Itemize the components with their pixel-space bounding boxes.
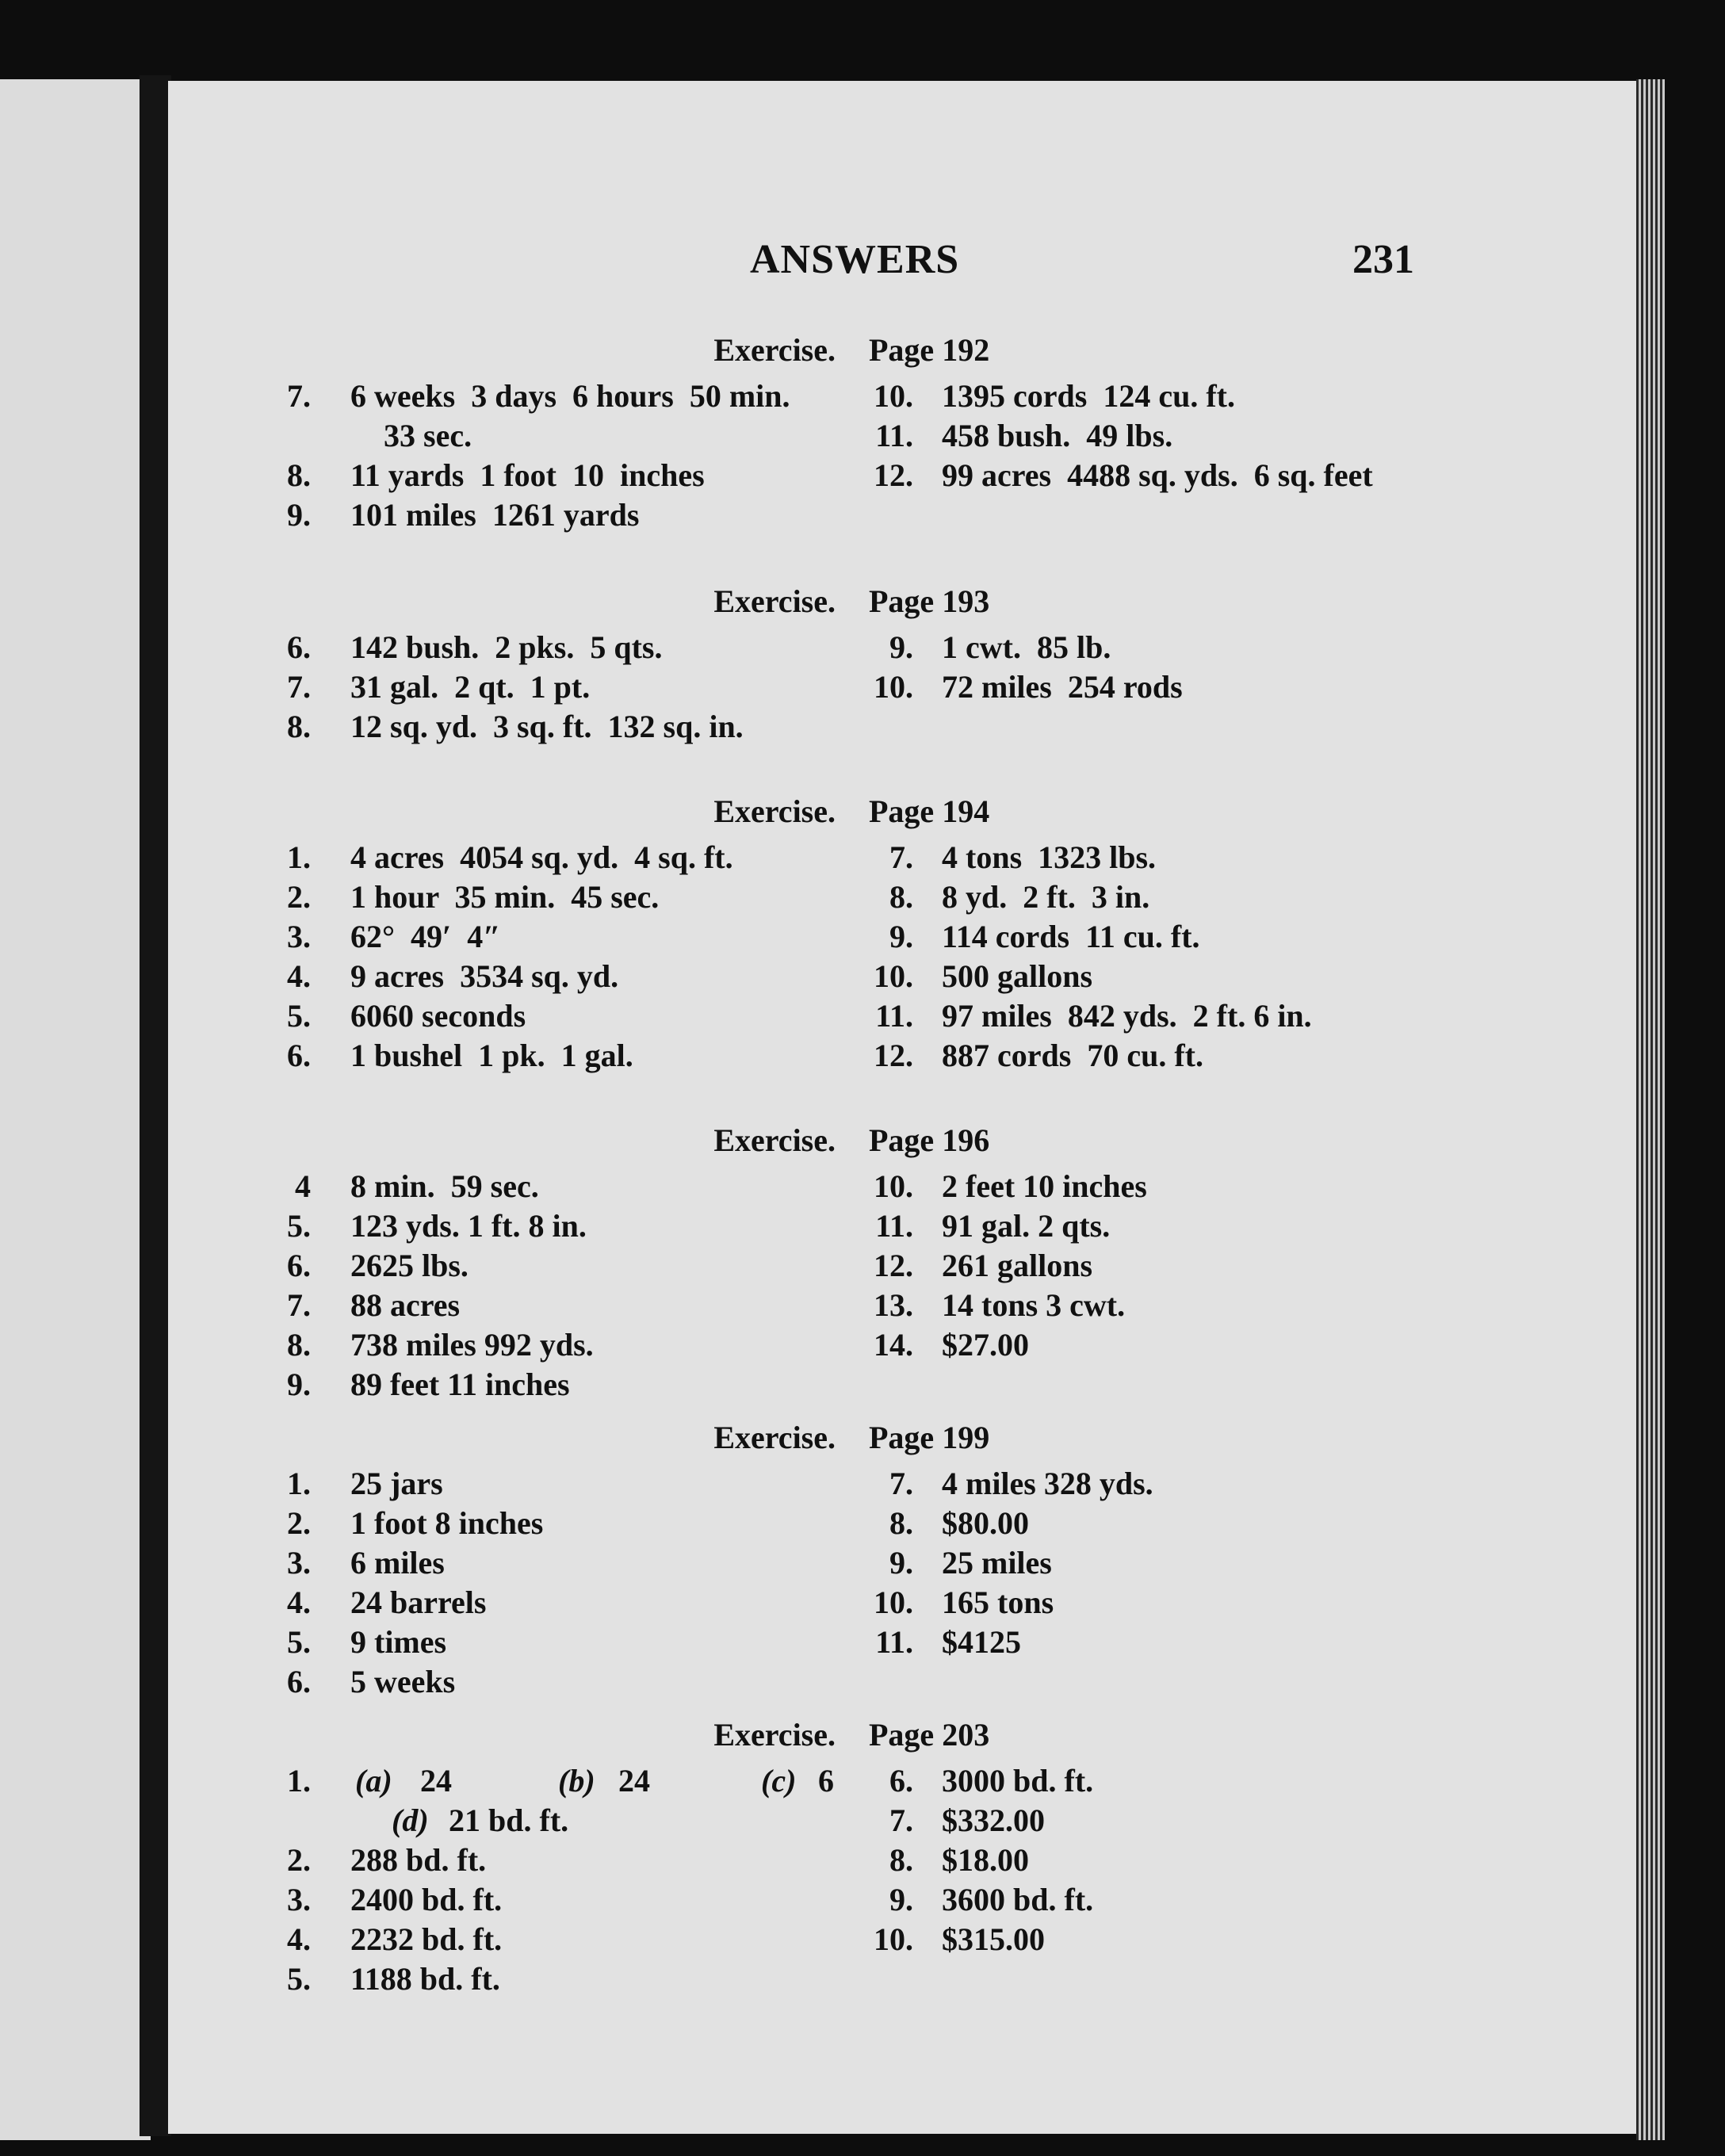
answer-text: 5 weeks	[350, 1664, 456, 1699]
answer-text: 458 bush. 49 lbs.	[942, 418, 1173, 453]
answer-text: 887 cords 70 cu. ft.	[942, 1038, 1203, 1073]
answer-number: 6.	[889, 1763, 913, 1799]
answer-text: 12 sq. yd. 3 sq. ft. 132 sq. in.	[350, 709, 744, 744]
answer-text: 114 cords 11 cu. ft.	[942, 919, 1200, 954]
answer-text: 97 miles 842 yds. 2 ft. 6 in.	[942, 998, 1312, 1034]
answer-text: $18.00	[942, 1842, 1029, 1878]
answer-number: 5.	[287, 1624, 311, 1660]
answer-number: 11.	[875, 418, 913, 453]
answer-text: 72 miles 254 rods	[942, 669, 1183, 705]
answer-text: 14 tons 3 cwt.	[942, 1287, 1126, 1323]
answer-number: 8.	[287, 709, 311, 744]
answer-text: 123 yds. 1 ft. 8 in.	[350, 1208, 587, 1244]
answer-text: 1 cwt. 85 lb.	[942, 629, 1111, 665]
answer-text: 4 miles 328 yds.	[942, 1466, 1153, 1501]
answer-text: 25 jars	[350, 1466, 443, 1501]
answer-text: 6 miles	[350, 1545, 445, 1581]
answer-text: 500 gallons	[942, 958, 1093, 994]
exercise-section	[0, 1716, 1725, 2033]
answer-text: 6 weeks 3 days 6 hours 50 min.	[350, 378, 790, 414]
answer-number: 2.	[287, 879, 311, 915]
answer-text: 288 bd. ft.	[350, 1842, 487, 1878]
answer-number: 6.	[287, 1248, 311, 1283]
running-head: ANSWERS	[750, 237, 960, 282]
answer-text: 3000 bd. ft.	[942, 1763, 1094, 1799]
answer-number: 9.	[889, 919, 913, 954]
page-reference: Page 196	[869, 1122, 990, 1158]
answer-number: 9.	[287, 1367, 311, 1402]
answer-number: 4	[295, 1168, 311, 1204]
exercise-label: Exercise.	[713, 1122, 836, 1158]
answer-number: 8.	[889, 1505, 913, 1541]
answer-text: $4125	[942, 1624, 1021, 1660]
answer-text: 62° 49′ 4″	[350, 919, 501, 954]
answer-number: 7.	[889, 1802, 913, 1838]
answer-number: 11.	[875, 998, 913, 1034]
answer-text: 2 feet 10 inches	[942, 1168, 1147, 1204]
answer-number: 10.	[874, 669, 913, 705]
answer-number: 9.	[889, 1545, 913, 1581]
page-reference: Page 192	[869, 332, 990, 368]
answer-number: 9.	[287, 497, 311, 533]
answer-number: 12.	[874, 457, 913, 493]
answer-number: 8.	[889, 879, 913, 915]
part-label: (a)	[355, 1763, 392, 1799]
answer-number: 6.	[287, 1664, 311, 1699]
answer-text: 8 min. 59 sec.	[350, 1168, 539, 1204]
page-reference: Page 203	[869, 1717, 990, 1753]
answer-text: 9 times	[350, 1624, 447, 1660]
answer-number: 1.	[287, 1466, 311, 1501]
page-reference: Page 194	[869, 793, 990, 829]
answer-number: 3.	[287, 1545, 311, 1581]
page-header	[0, 236, 1725, 292]
answer-number: 5.	[287, 998, 311, 1034]
exercise-label: Exercise.	[713, 1420, 836, 1455]
answer-text: 89 feet 11 inches	[350, 1367, 570, 1402]
answer-text: 1 bushel 1 pk. 1 gal.	[350, 1038, 633, 1073]
part-label: (d)	[392, 1802, 429, 1838]
answer-text: 4 tons 1323 lbs.	[942, 839, 1157, 875]
answer-text: 88 acres	[350, 1287, 461, 1323]
page-number: 231	[1352, 237, 1414, 282]
exercise-label: Exercise.	[713, 332, 836, 368]
answer-text: $27.00	[942, 1327, 1029, 1363]
answer-number: 3.	[287, 919, 311, 954]
answer-number: 7.	[287, 669, 311, 705]
answer-number: 10.	[874, 378, 913, 414]
answer-number: 8.	[287, 457, 311, 493]
answer-text: 738 miles 992 yds.	[350, 1327, 594, 1363]
answer-text: 24	[420, 1763, 452, 1799]
answer-number: 13.	[874, 1287, 913, 1323]
answer-number: 2.	[287, 1505, 311, 1541]
answer-text: 2400 bd. ft.	[350, 1882, 503, 1917]
answer-number: 5.	[287, 1961, 311, 1997]
answer-text: 2232 bd. ft.	[350, 1921, 503, 1957]
exercise-label: Exercise.	[713, 793, 836, 829]
answer-text: $332.00	[942, 1802, 1045, 1838]
answer-text: $315.00	[942, 1921, 1045, 1957]
answer-number: 12.	[874, 1248, 913, 1283]
answer-text: 1 foot 8 inches	[350, 1505, 544, 1541]
answer-number: 11.	[875, 1208, 913, 1244]
answer-number: 14.	[874, 1327, 913, 1363]
answer-number: 9.	[889, 1882, 913, 1917]
answer-text: 165 tons	[942, 1585, 1054, 1620]
answer-number: 7.	[287, 378, 311, 414]
answer-number: 10.	[874, 1921, 913, 1957]
answer-number: 9.	[889, 629, 913, 665]
answer-number: 10.	[874, 1168, 913, 1204]
answer-text: 101 miles 1261 yards	[350, 497, 640, 533]
answer-text: $80.00	[942, 1505, 1029, 1541]
answer-text: 24	[618, 1763, 650, 1799]
answer-text: 6060 seconds	[350, 998, 526, 1034]
answer-number: 4.	[287, 958, 311, 994]
answer-text: 33 sec.	[384, 418, 472, 453]
answer-number: 10.	[874, 958, 913, 994]
answer-number: 3.	[287, 1882, 311, 1917]
answer-text: 8 yd. 2 ft. 3 in.	[942, 879, 1150, 915]
answer-number: 7.	[889, 1466, 913, 1501]
answer-text: 1188 bd. ft.	[350, 1961, 500, 1997]
answer-number: 11.	[875, 1624, 913, 1660]
answer-text: 261 gallons	[942, 1248, 1093, 1283]
answer-number: 4.	[287, 1921, 311, 1957]
answer-number: 12.	[874, 1038, 913, 1073]
answer-text: 91 gal. 2 qts.	[942, 1208, 1111, 1244]
answer-text: 1 hour 35 min. 45 sec.	[350, 879, 660, 915]
answer-number: 4.	[287, 1585, 311, 1620]
answer-number: 7.	[287, 1287, 311, 1323]
answer-text: 142 bush. 2 pks. 5 qts.	[350, 629, 663, 665]
exercise-section	[0, 1419, 1725, 1736]
answer-text: 2625 lbs.	[350, 1248, 469, 1283]
answer-text: 99 acres 4488 sq. yds. 6 sq. feet	[942, 457, 1373, 493]
exercise-label: Exercise.	[713, 1717, 836, 1753]
answer-text: 6	[818, 1763, 834, 1799]
page-reference: Page 199	[869, 1420, 990, 1455]
exercise-label: Exercise.	[713, 583, 836, 619]
answer-number: 8.	[287, 1327, 311, 1363]
answer-number: 8.	[889, 1842, 913, 1878]
part-label: (b)	[558, 1763, 595, 1799]
answer-text: 3600 bd. ft.	[942, 1882, 1094, 1917]
answer-number: 2.	[287, 1842, 311, 1878]
answer-text: 1395 cords 124 cu. ft.	[942, 378, 1235, 414]
exercise-section	[0, 1122, 1725, 1439]
answer-text: 21 bd. ft.	[449, 1802, 569, 1838]
page-reference: Page 193	[869, 583, 990, 619]
part-label: (c)	[761, 1763, 797, 1799]
answer-number: 1.	[287, 839, 311, 875]
answer-text: 25 miles	[942, 1545, 1052, 1581]
answer-text: 24 barrels	[350, 1585, 487, 1620]
answer-text: 9 acres 3534 sq. yd.	[350, 958, 619, 994]
answer-text: 11 yards 1 foot 10 inches	[350, 457, 705, 493]
answer-number: 5.	[287, 1208, 311, 1244]
answer-number: 6.	[287, 629, 311, 665]
answer-number: 6.	[287, 1038, 311, 1073]
answer-text: 31 gal. 2 qt. 1 pt.	[350, 669, 591, 705]
answer-text: 4 acres 4054 sq. yd. 4 sq. ft.	[350, 839, 733, 875]
exercise-section	[0, 793, 1725, 1110]
answer-number: 1.	[287, 1763, 311, 1799]
answer-number: 10.	[874, 1585, 913, 1620]
answer-number: 7.	[889, 839, 913, 875]
